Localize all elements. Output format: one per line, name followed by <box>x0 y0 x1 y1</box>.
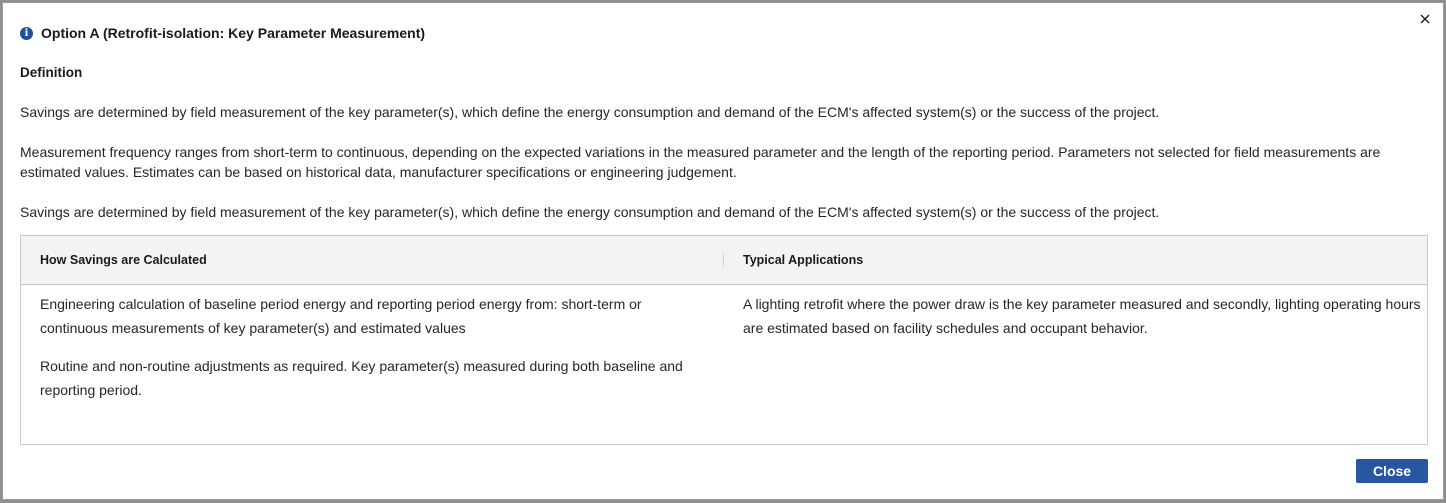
savings-table <box>20 235 1428 445</box>
info-icon: i <box>20 27 33 40</box>
definition-paragraph-2: Measurement frequency ranges from short-term to continuous, depending on the expected variations in the measured parameter and the length of the reporting period. Parameters not selected for field measurements are estimated values. Estimates can be based on historical data, manufacturer specifications or engineering judgement. <box>20 144 1381 180</box>
calculation-text-1: Engineering calculation of baseline period energy and reporting period energy from: short-term or continuous measurements of key parameter(s) and estimated values <box>40 296 642 336</box>
header-how-savings-calculated: How Savings are Calculated <box>40 253 207 267</box>
application-text-1: A lighting retrofit where the power draw is the key parameter measured and secondly, lighting operating hours are estimated based on facility schedules and occupant behavior. <box>743 296 1421 336</box>
column-divider <box>723 253 724 267</box>
header-typical-applications: Typical Applications <box>743 253 864 267</box>
close-icon[interactable] <box>1417 11 1433 27</box>
definition-paragraph-3: Savings are determined by field measurement of the key parameter(s), which define the energy consumption and demand of the ECM's affected system(s) or the success of the project. <box>20 204 1160 220</box>
dialog-title: Option A (Retrofit-isolation: Key Parameter Measurement) <box>41 25 426 41</box>
dialog-header <box>20 25 425 41</box>
definition-paragraph-1: Savings are determined by field measurement of the key parameter(s), which define the energy consumption and demand of the ECM's affected system(s) or the success of the project. <box>20 104 1160 120</box>
definition-heading: Definition <box>20 65 83 80</box>
table-header-row <box>21 236 1427 285</box>
calculation-text-2: Routine and non-routine adjustments as required. Key parameter(s) measured during both baseline and reporting period. <box>40 358 683 398</box>
option-a-dialog <box>2 2 1444 500</box>
close-button[interactable]: Close <box>1356 459 1428 483</box>
